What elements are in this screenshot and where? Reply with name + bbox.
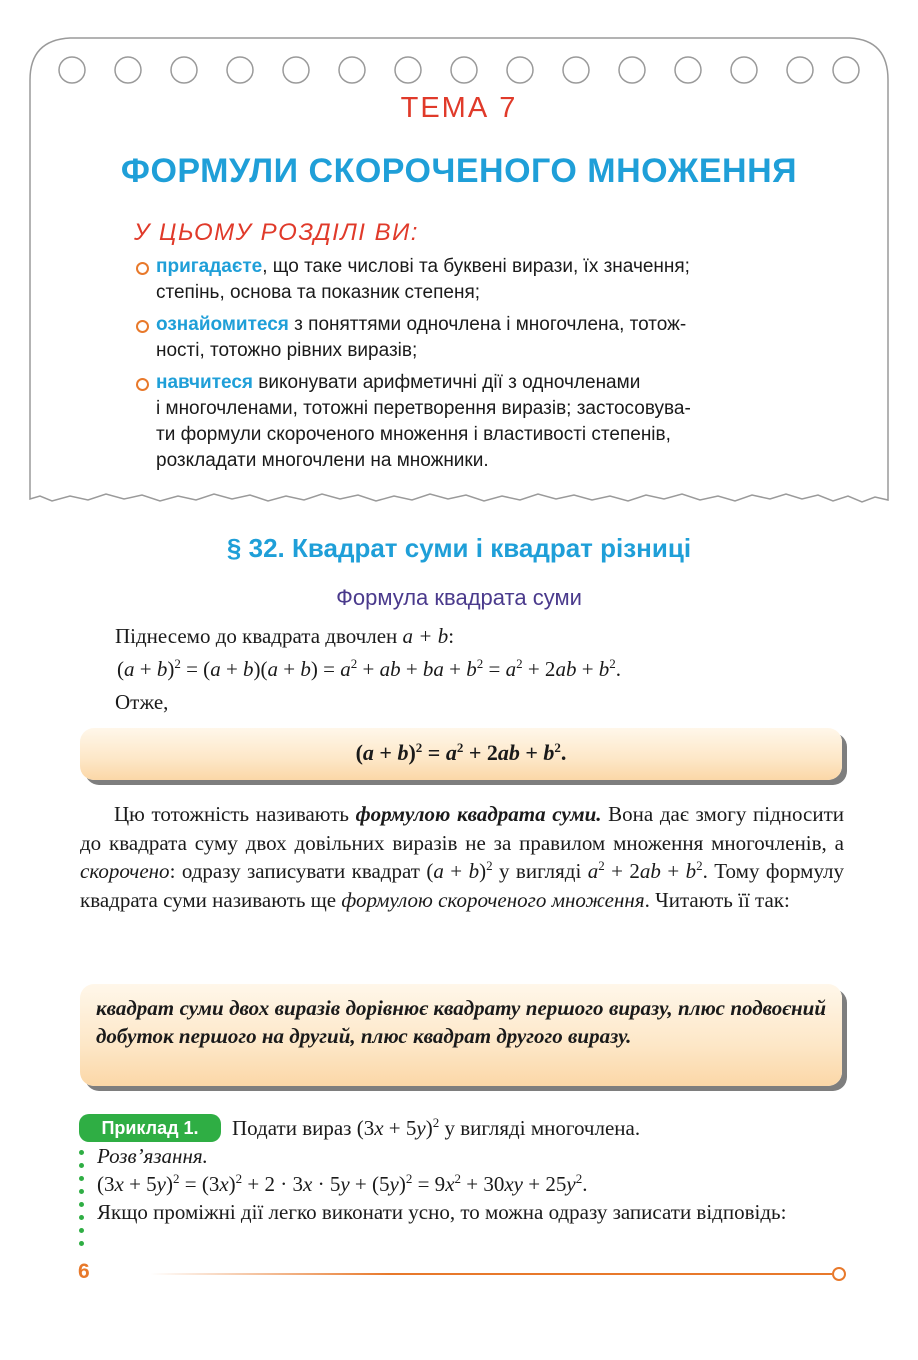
task-text: у вигляді многочлена. [444,1116,641,1140]
goal-text: виконувати арифметичні дії з одночленами [253,372,641,393]
section-title: § 32. Квадрат суми і квадрат різниці [226,533,692,563]
square-of-sum-formula: $(a + b)^2 = a^2 + 2ab + b^2$. [355,740,567,765]
example-badge: Приклад 1. [79,1114,221,1142]
task-text: Подати вираз [232,1116,352,1140]
goal-text: з поняттями одночлена і многочлена, тотож- [288,314,687,335]
goal-verb: навчитеся [156,372,253,393]
example-dots [79,1150,84,1254]
footer-circle-icon [832,1267,846,1281]
goal-verb: ознайомитеся [156,314,289,335]
task-expression: $(3x + 5y)^2$ [356,1115,440,1140]
solution-label [97,1142,843,1170]
binder-holes [59,57,859,83]
expansion-formula: $(a + b)^2 = (a + b)(a + b) = a^2$ + ab + ba + $b^2 = a^2 + 2ab + b^2$. [117,656,622,681]
goal-verb: пригадаєте [156,256,263,277]
goal-text: ності, тотожно рівних виразів; [156,340,418,361]
topic-label: ТЕМА 7 [400,92,518,124]
rule-box [80,984,842,1086]
page-number: 6 [78,1260,90,1283]
solution-label-text: Розв’язання. [97,1144,208,1168]
goal-text: степінь, основа та показник степеня; [156,282,481,303]
lead-line: Піднесемо до квадрата двочлен a + b: [115,624,455,648]
rule-text: квадрат суми двох виразів дорівнює квадрату першого виразу, плюс подвоєний добуток першого на другий, плюс квадрат другого виразу. [96,996,826,1048]
bullet-icon [136,378,149,391]
term-formula-square-sum: формулою квадрата суми. [355,802,602,826]
goal-item [134,312,834,364]
solution-formula: $(3x + 5y)^2 = (3x)^2 + 2 \cdot 3x \cdot 5y + (5y)^2 = 9x^2 + 30xy + 25y^2$. [97,1171,588,1196]
bullet-icon [136,262,149,275]
lead-text: Піднесемо до квадрата двочлен [115,624,398,648]
para-text: : одразу записувати квадрат [169,859,427,883]
para-text: Цю тотожність називають [114,802,356,826]
para-text: . Читають її так: [644,887,790,912]
goal-text: розкладати многочлени на множники. [156,450,489,471]
goal-item [134,370,834,474]
inline-expression: $(a + b)^2$ [426,858,493,883]
para-text: . Тому формулу квадрата суми називають ще [80,859,845,912]
subsection-title: Формула квадрата суми [336,585,582,610]
term-shortened-multiplication: формулою скороченого множення [341,887,645,912]
example-task [232,1114,852,1142]
bullet-icon [136,320,149,333]
para-text: у вигляді [492,859,588,883]
goal-item [134,254,834,306]
goals-list [134,254,834,480]
chapter-intro: У ЦЬОМУ РОЗДІЛІ ВИ: [134,219,419,246]
para-text: Вона дає змогу підносити до квадрата суму двох довільних виразів не за правилом множення многочленів, а [80,802,845,855]
chapter-title: ФОРМУЛИ СКОРОЧЕНОГО МНОЖЕННЯ [120,152,798,190]
goal-text: , що таке числові та буквені вирази, їх значення; [262,256,690,277]
term-shortened: скорочено [80,859,170,883]
lead-expression: a + b [402,624,449,648]
explanation-paragraph [80,800,844,914]
inline-expression: $a^2 + 2ab + b^2$ [587,858,703,883]
goal-text: і многочленами, тотожні перетворення виразів; застосовува- [156,398,691,419]
example-note: Якщо проміжні дії легко виконати усно, то можна одразу записати відповідь: [97,1200,787,1224]
footer-line [150,1273,832,1275]
formula-box [80,728,842,780]
therefore-text: Отже, [115,690,169,714]
goal-text: ти формули скороченого множення і властивості степенів, [156,424,671,445]
